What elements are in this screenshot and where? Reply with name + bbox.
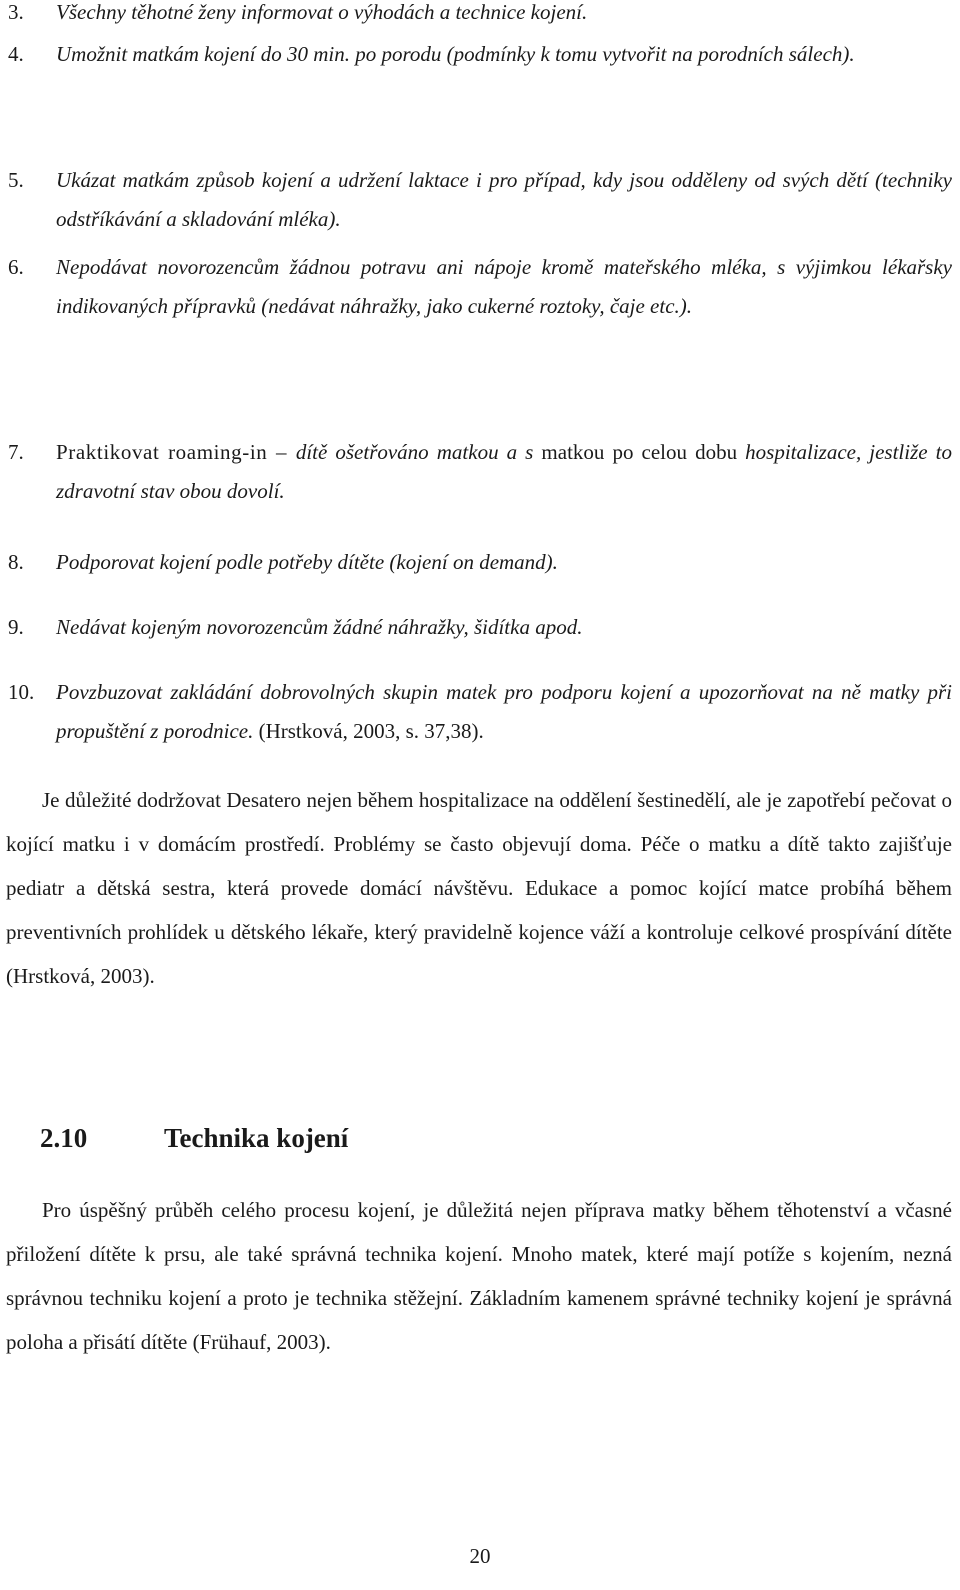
list-text-italic: Povzbuzovat zakládání dobrovolných skupin matek pro podporu kojení a upozorňovat na ně matky při propuštění z porodnice. (56, 680, 952, 743)
list-item-10 (8, 673, 952, 751)
page-number: 20 (469, 1544, 491, 1568)
list-text: Podporovat kojení podle potřeby dítěte (kojení on demand). (56, 550, 558, 574)
list-item-7 (8, 433, 952, 511)
section-title: Technika kojení (164, 1123, 349, 1153)
list-item-3 (8, 0, 952, 32)
list-text-italic-2: hospitalizace, jestliže to zdravotní stav obou dovolí. (56, 440, 952, 503)
paragraph-desatero: Je důležité dodržovat Desatero nejen během hospitalizace na oddělení šestinedělí, ale je zapotřebí pečovat o kojící matku i v domácím prostředí. Problémy se často objevují doma. Péče o matku a dítě takto zajišťuje pediatr a dětská sestra, která provede domácí návštěvu. Edukace a pomoc kojící matce probíhá během preventivních prohlídek u dětského lékaře, který pravidelně kojence váží a kontroluje celkové prospívání dítěte (Hrstková, 2003). (6, 788, 952, 988)
section-number: 2.10 (40, 1123, 88, 1153)
list-text-plain: Praktikovat roaming-in – (56, 440, 296, 464)
list-item-8 (8, 543, 952, 582)
list-text (56, 433, 952, 511)
list-number: 10. (8, 680, 35, 704)
list-number: 6. (8, 255, 24, 279)
list-text: Umožnit matkám kojení do 30 min. po porodu (podmínky k tomu vytvořit na porodních sálech). (56, 42, 855, 66)
list-text: Nedávat kojeným novorozencům žádné náhražky, šidítka apod. (56, 615, 583, 639)
list-text: Nepodávat novorozencům žádnou potravu ani nápoje kromě mateřského mléka, s výjimkou lékařsky indikovaných přípravků (nedávat náhražky, jako cukerné roztoky, čaje etc.). (56, 255, 952, 318)
list-text-citation: (Hrstková, 2003, s. 37,38). (253, 719, 484, 743)
paragraph-technika: Pro úspěšný průběh celého procesu kojení, je důležitá nejen příprava matky během těhotenství a včasné přiložení dítěte k prsu, ale také správná technika kojení. Mnoho matek, které mají potíže s kojením, nezná správnou techniku kojení a proto je technika stěžejní. Základním kamenem správné techniky kojení je správná poloha a přisátí dítěte (Frühauf, 2003). (6, 1198, 952, 1354)
list-number: 5. (8, 168, 24, 192)
list-item-9 (8, 608, 952, 647)
list-text-italic: dítě ošetřováno matkou a s (295, 440, 534, 464)
list-item-6 (8, 248, 952, 326)
list-number: 9. (8, 615, 24, 639)
list-item-4 (8, 35, 952, 74)
list-item-5 (8, 161, 952, 239)
list-text: Všechny těhotné ženy informovat o výhodách a technice kojení. (56, 0, 588, 24)
list-text (56, 673, 952, 751)
list-number: 3. (8, 0, 24, 24)
list-number: 7. (8, 440, 24, 464)
list-text: Ukázat matkám způsob kojení a udržení laktace i pro případ, kdy jsou odděleny od svých dětí (techniky odstříkávání a skladování mléka). (56, 168, 952, 231)
list-number: 8. (8, 550, 24, 574)
list-text-plain-2: matkou po celou dobu (533, 440, 746, 464)
list-number: 4. (8, 42, 24, 66)
